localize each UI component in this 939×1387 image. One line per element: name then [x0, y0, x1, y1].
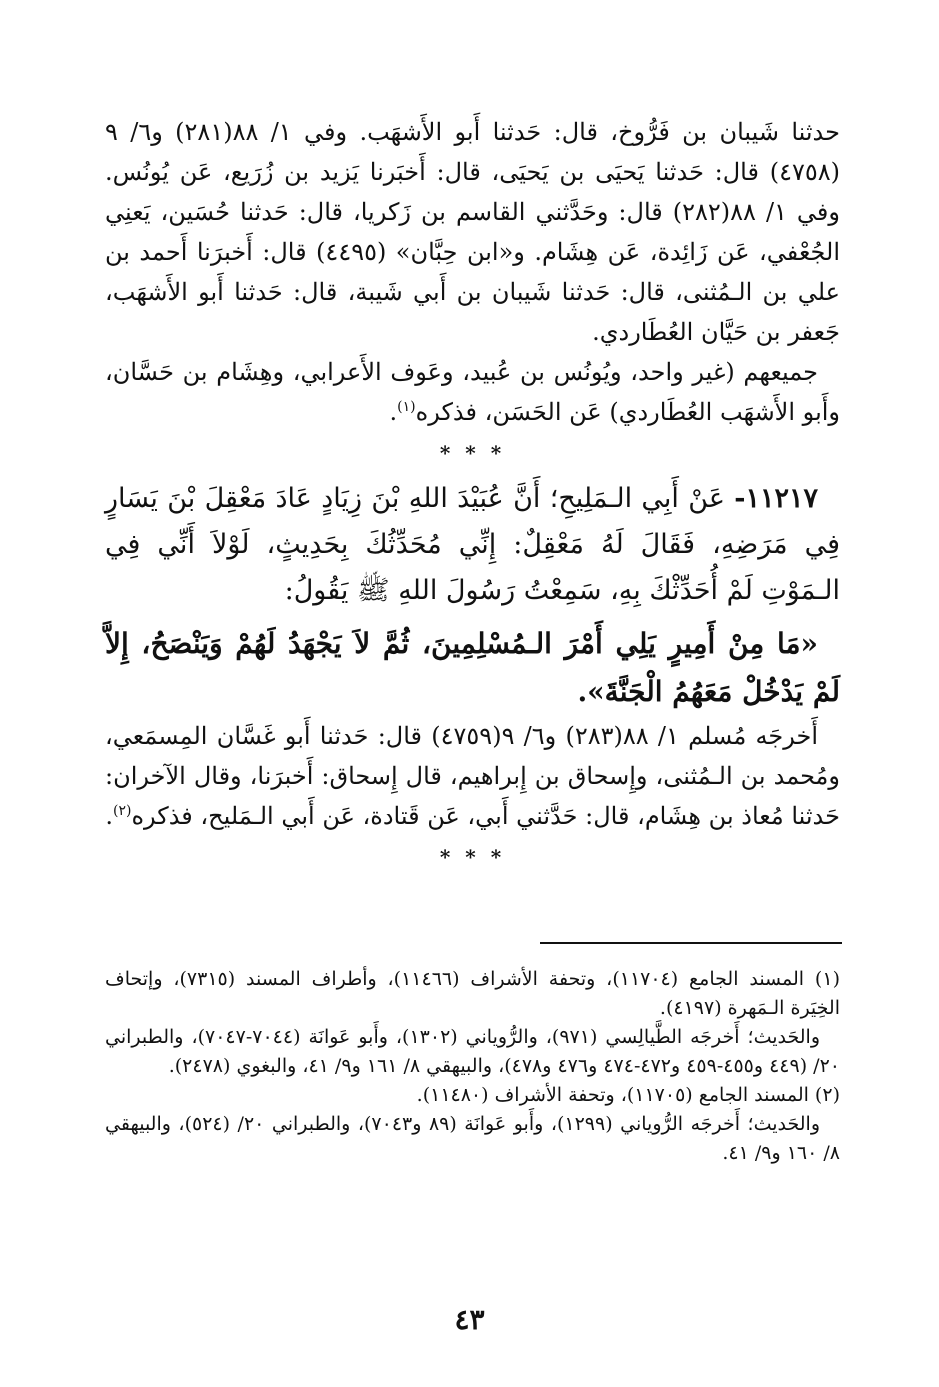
intro-paragraph: حدثنا شَيبان بن فَرُّوخ، قال: حَدثنا أَبو الأَشهَب. وفي ١/ ٨٨(٢٨١) و٦/ ٩ (٤٧٥٨) قال: حَدثنا يَحيَى بن يَحيَى، قال: أَخبَرنا يَزيد بن زُرَيع، عَن يُونُس. وفي ١/ ٨٨(٢٨٢) قال: وحَدَّثني القاسم بن زَكريا، قال: حَدثنا حُسَين، يَعنِي الجُعْفي، عَن زَائِدة، عَن هِشَام. و«ابن حِبَّان» (٤٤٩٥) قال: أَخبرَنا أَحمد بن علي بن الـمُثنى، قال: حَدثنا شَيبان بن أَبي شَيبة، قال: حَدثنا أَبو الأَشهَب، جَعفر بن حَيَّان العُطَاردي.: [105, 118, 841, 346]
hadith-paragraph: [105, 476, 840, 614]
footnote-2-continuation: والحَديث؛ أَخرجَه الرُّوياني (١٢٩٩)، وأَبو عَوانَة (٨٩ و٧٠٤٣)، والطبراني ٢٠/ (٥٢٤)، والبيهقي ٨/ ١٦٠ و٩/ ٤١.: [105, 1113, 840, 1164]
footnote-2: (٢) المسند الجامع (١١٧٠٥)، وتحفة الأشراف (١١٤٨٠).: [416, 1084, 840, 1106]
takhrij-end: .: [105, 802, 113, 830]
hadith-text: عَنْ أَبِي الـمَلِيحِ؛ أَنَّ عُبَيْدَ اللهِ بْنَ زِيَادٍ عَادَ مَعْقِلَ بْنَ يَسَارٍ فِي مَرَضِهِ، فَقَالَ لَهُ مَعْقِلٌ: إِنِّي مُحَدِّثُكَ بِحَدِيثٍ، لَوْلاَ أَنِّي فِي الـمَوْتِ لَمْ أُحَدِّثْكَ بِهِ، سَمِعْتُ رَسُولَ اللهِ ﷺ يَقُولُ:: [105, 483, 840, 606]
footnotes: [105, 965, 840, 1168]
section-separator: * * *: [439, 845, 506, 869]
page-number: ٤٣: [454, 1303, 485, 1336]
main-text: [105, 112, 840, 878]
section-separator: * * *: [439, 441, 506, 465]
takhrij-text: أَخرجَه مُسلم ١/ ٨٨(٢٨٣) و٦/ ٩(٤٧٥٩) قال: حَدثنا أَبو غَسَّان المِسمَعي، ومُحمد بن الـمُثنى، وإِسحاق بن إِبراهيم، قال إِسحاق: أَخبرَنا، وقال الآخران: حَدثنا مُعاذ بن هِشَام، قال: حَدَّثني أَبي، عَن قَتادة، عَن أَبي الـمَليح، فذكره: [105, 722, 840, 830]
summary-end: .: [389, 398, 398, 426]
footnote-1-continuation: والحَديث؛ أَخرجَه الطَّيالِسي (٩٧١)، والرُّوياني (١٣٠٢)، وأَبو عَوانَة (٧٠٤٤-٧٠٤٧)، والطبراني ٢٠/ (٤٤٩ و٤٥٥-٤٥٩ و٤٧٢-٤٧٤ و٤٧٦ و٤٧٨)، والبيهقي ٨/ ١٦١ و٩/ ٤١، والبغوي (٢٤٧٨).: [105, 1026, 840, 1077]
hadith-number: ١١٢١٧-: [734, 483, 818, 514]
footnote-divider: [540, 942, 842, 944]
footnote-ref-1[interactable]: (١): [397, 399, 416, 415]
summary-paragraph: [105, 352, 840, 432]
prophetic-quote: «مَا مِنْ أَمِيرٍ يَلِي أَمْرَ الـمُسْلِمِينَ، ثُمَّ لاَ يَجْهَدُ لَهُمْ وَيَنْصَحُ، إِلاَّ لَمْ يَدْخُلْ مَعَهُمُ الْجَنَّةَ».: [105, 627, 840, 708]
footnote-ref-2[interactable]: (٢): [112, 803, 132, 819]
footnote-1: (١) المسند الجامع (١١٧٠٤)، وتحفة الأشراف (١١٤٦٦)، وأطراف المسند (٧٣١٥)، وإتحاف الخِيَرة الـمَهرة (٤١٩٧).: [105, 968, 840, 1019]
summary-text: جميعهم (غير واحد، ويُونُس بن عُبيد، وعَوف الأَعرابي، وهِشَام بن حَسَّان، وأَبو الأَشهَب العُطَاردي) عَن الحَسَن، فذكره: [105, 358, 840, 426]
takhrij-paragraph: [105, 716, 840, 836]
